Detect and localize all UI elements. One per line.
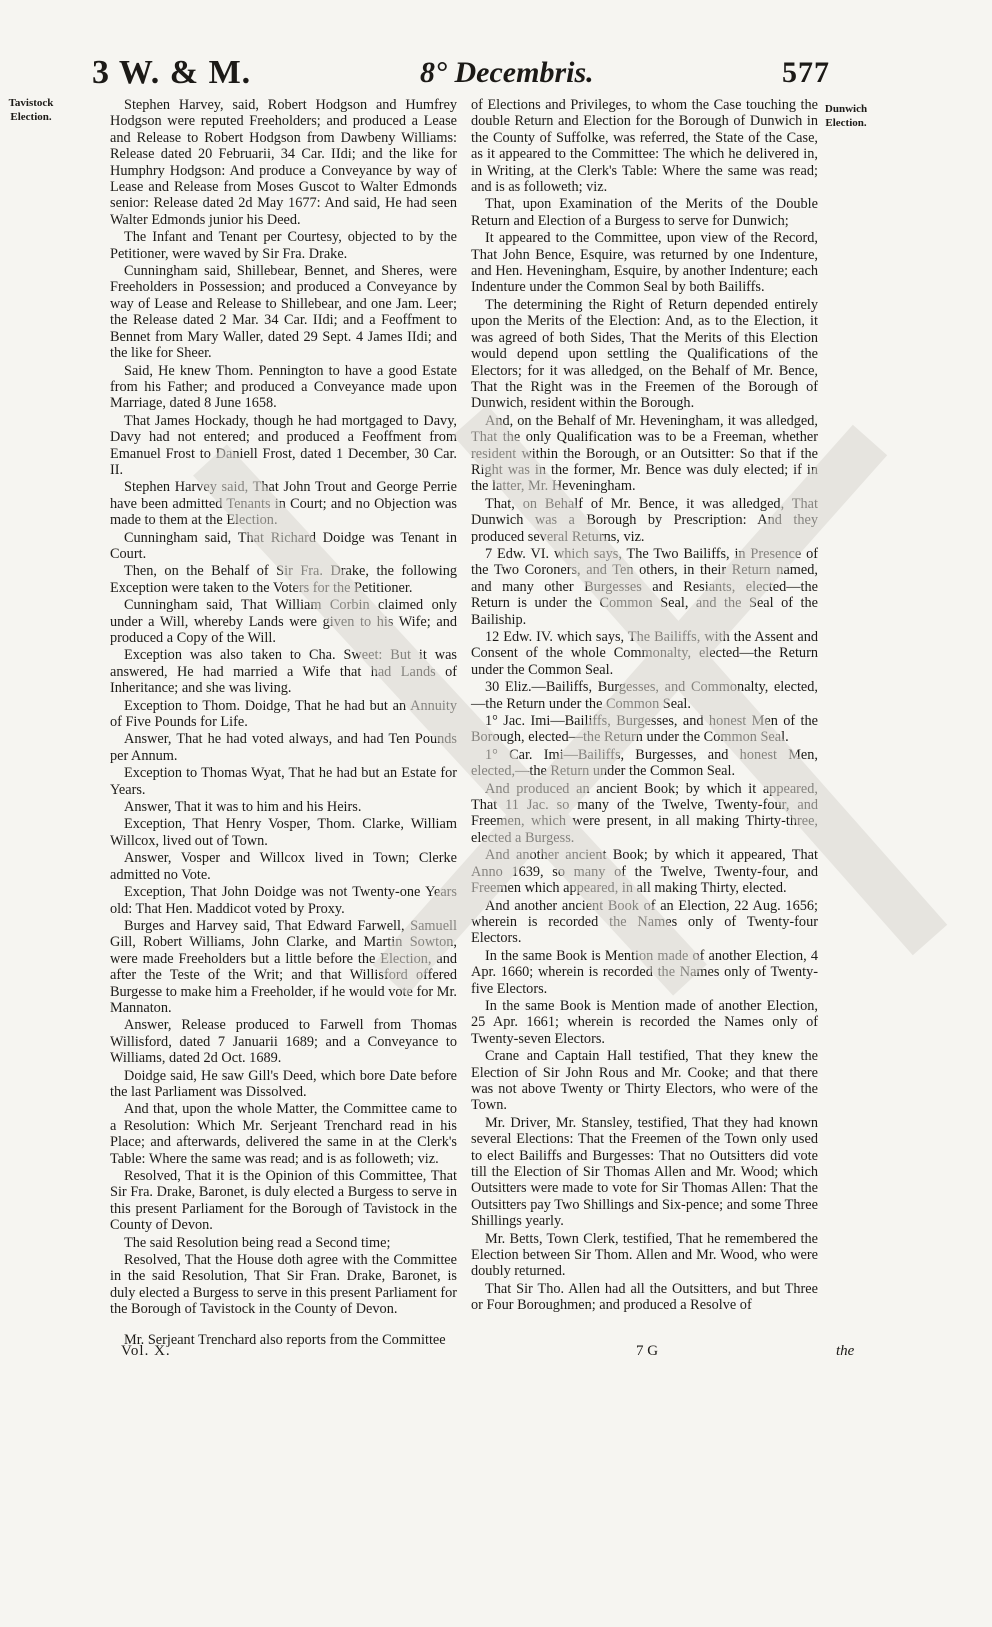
paragraph: Cunningham said, Shillebear, Bennet, and Sheres, were Freeholders in Possession; and produced a Conveyance by way of Lease and Release to Shillebear, and one Jam. Leer; the Release dated 2 Mar. 34 Car. IIdi; and a Feoffment to Bennet from Mary Waller, dated 29 Sept. 4 James IIdi; and the like for Sheer.: [110, 263, 457, 362]
paragraph: Answer, That he had voted always, and had Ten Pounds per Annum.: [110, 731, 457, 764]
paragraph: And that, upon the whole Matter, the Committee came to a Resolution: Which Mr. Serjeant Trenchard read in his Place; and afterwards, delivered the same in at the Clerk's Table: Where the same was read; and is as followeth; viz.: [110, 1101, 457, 1167]
paragraph: Exception to Thom. Doidge, That he had but an Annuity of Five Pounds for Life.: [110, 697, 457, 731]
paragraph: 30 Eliz.—Bailiffs, Burgesses, and Commonalty, elected, —the Return under the Common Seal.: [471, 679, 818, 712]
paragraph: And produced an ancient Book; by which it appeared, That 11 Jac. so many of the Twelve, Twenty-four, and Freemen, which were present, in all making Thirty-three, elected a Burgess.: [471, 780, 818, 846]
paragraph: of Elections and Privileges, to whom the Case touching the double Return and Election for the Borough of Dunwich in the County of Suffolke, was referred, the State of the Case, as it appeared to the Committee: The which he delivered in, in Writing, at the Clerk's Table: Where the same was read; and is as followeth; viz.: [471, 97, 818, 196]
paragraph: Exception to Thomas Wyat, That he had but an Estate for Years.: [110, 765, 457, 798]
paragraph: Then, on the Behalf of Sir Fra. Drake, the following Exception were taken to the Voters for the Petitioner.: [110, 563, 457, 596]
margin-note-dunwich: Dunwich Election.: [824, 103, 868, 129]
paragraph: Stephen Harvey said, That John Trout and George Perrie have been admitted Tenants in Court; and no Objection was made to them at the Election.: [110, 479, 457, 529]
paragraph: Doidge said, He saw Gill's Deed, which bore Date before the last Parliament was Dissolved.: [110, 1067, 457, 1100]
paragraph: And, on the Behalf of Mr. Heveningham, it was alledged, That the only Qualification was to be a Freeman, whether resident within the Borough, or an Outsitter: So that if the Right was in the former, Mr. Bence was duly elected; if in the latter, Mr. Heveningham.: [471, 412, 818, 495]
paragraph: In the same Book is Mention made of another Election, 4 Apr. 1660; wherein is recorded the Names only of Twenty-five Electors.: [471, 947, 818, 997]
paragraph: Resolved, That it is the Opinion of this Committee, That Sir Fra. Drake, Baronet, is duly elected a Burgess to serve in this present Parliament for the Borough of Tavistock in the County of Devon.: [110, 1168, 457, 1234]
paragraph: And another ancient Book; by which it appeared, That Anno 1639, so many of the Twelve, Twenty-four, and Freemen which appeared, in all making Thirty, elected.: [471, 847, 818, 897]
paragraph: Stephen Harvey, said, Robert Hodgson and Humfrey Hodgson were reputed Freeholders; and produced a Lease and Release to Robert Hodgson from Dawbeny Williams: Release dated 20 Februarii, 34 Car. IIdi; and the like for Humphry Hodgson: And produce a Conveyance by way of Lease and Release from Moses Guscot to Walter Edmonds senior: Release dated 2d May 1677: And said, He had seen Walter Edmonds junior his Deed.: [110, 97, 457, 228]
paragraph: That, upon Examination of the Merits of the Double Return and Election of a Burgess to serve for Dunwich;: [471, 196, 818, 229]
paragraph: Crane and Captain Hall testified, That they knew the Election of Sir John Rous and Mr. Cooke; and that there was not above Twenty or Thirty Electors, who were of the Town.: [471, 1048, 818, 1114]
signature-mark: 7 G: [636, 1343, 659, 1359]
paragraph: Exception, That John Doidge was not Twenty-one Years old: That Hen. Maddicot voted by Proxy.: [110, 884, 457, 917]
volume-label: Vol. X.: [121, 1343, 171, 1359]
paragraph: Answer, That it was to him and his Heirs.: [124, 799, 362, 816]
paragraph: Said, He knew Thom. Pennington to have a good Estate from his Father; and produced a Conveyance made upon Marriage, dated 8 June 1658.: [110, 362, 457, 412]
paragraph: And another ancient Book of an Election, 22 Aug. 1656; wherein is recorded the Names only of Twenty-four Electors.: [471, 897, 818, 947]
paragraph: Burges and Harvey said, That Edward Farwell, Samuell Gill, Robert Williams, John Clarke, and Martin Sowton, were made Freeholders but a little before the Election, and after the Teste of the Writ; and that Willisford offered Burgesse to make him a Freeholder, if he would vote for Mr. Mannaton.: [110, 917, 457, 1016]
paragraph: 12 Edw. IV. which says, The Bailiffs, with the Assent and Consent of the whole Commonalty, elected—the Return under the Common Seal.: [471, 629, 818, 678]
paragraph: Answer, Vosper and Willcox lived in Town; Clerke admitted no Vote.: [110, 850, 457, 883]
paragraph: The determining the Right of Return depended entirely upon the Merits of the Election: And, as to the Election, it was agreed of both Sides, That the Merits of this Election would depend upon settling the Qualifications of the Electors; for it was alledged, on the Behalf of Mr. Bence, That the Right was in the Freemen of the Borough of Dunwich, resident within the Borough.: [471, 296, 818, 412]
regnal-year: 3 W. & M.: [92, 54, 252, 91]
paragraph: Mr. Serjeant Trenchard also reports from the Committee: [124, 1331, 446, 1348]
paragraph: Mr. Betts, Town Clerk, testified, That he remembered the Election between Sir Thom. Allen and Mr. Wood, who were doubly returned.: [471, 1230, 818, 1280]
page-footer: [0, 1343, 992, 1373]
paragraph: The said Resolution being read a Second time;: [124, 1234, 391, 1251]
paragraph: 7 Edw. VI. which says, The Two Bailiffs, in Presence of the Two Coroners, and Ten others, in their Return named, and many other Burgesses and Resiants, elected—the Return is under the Common Seal, and the Seal of the Bailiship.: [471, 545, 818, 628]
paragraph: Answer, Release produced to Farwell from Thomas Willisford, dated 7 Januarii 1689; and a Conveyance to Williams, dated 2d Oct. 1689.: [110, 1017, 457, 1067]
right-column: [471, 97, 818, 1315]
paragraph: That, on Behalf of Mr. Bence, it was alledged, That Dunwich was a Borough by Prescription: And they produced several Returns, viz.: [471, 495, 818, 545]
paragraph: That James Hockady, though he had mortgaged to Davy, Davy had not entered; and produced a Feoffment from Emanuel Frost to Daniell Frost, dated 1 December, 30 Car. II.: [110, 412, 457, 478]
paragraph: Resolved, That the House doth agree with the Committee in the said Resolution, That Sir Fran. Drake, Baronet, is duly elected a Burgess to serve in this present Parliament for the Borough of Tavistock in the County of Devon.: [110, 1252, 457, 1318]
paragraph: Exception was also taken to Cha. Sweet: But it was answered, He had married a Wife that had Lands of Inheritance; and she was living.: [110, 647, 457, 697]
margin-note-tavistock: Tavistock Election.: [8, 97, 54, 123]
page-number: 577: [782, 56, 830, 89]
paragraph: In the same Book is Mention made of another Election, 25 Apr. 1661; wherein is recorded the Names only of Twenty-seven Electors.: [471, 997, 818, 1047]
paragraph: 1° Car. Imi—Bailiffs, Burgesses, and honest Men, elected,—the Return under the Common Seal.: [471, 746, 818, 780]
paragraph: Cunningham said, That William Corbin claimed only under a Will, whereby Lands were given to his Wife; and produced a Copy of the Will.: [110, 597, 457, 646]
left-column: [110, 97, 457, 1349]
paragraph: Cunningham said, That Richard Doidge was Tenant in Court.: [110, 529, 457, 562]
paragraph: The Infant and Tenant per Courtesy, objected to by the Petitioner, were waved by Sir Fra. Drake.: [110, 229, 457, 262]
paragraph: That Sir Tho. Allen had all the Outsitters, and but Three or Four Boroughmen; and produced a Resolve of: [471, 1280, 818, 1314]
paragraph: It appeared to the Committee, upon view of the Record, That John Bence, Esquire, was returned by one Indenture, and Hen. Heveningham, Esquire, by another Indenture; each Indenture under the Common Seal by both Bailiffs.: [471, 230, 818, 296]
date-heading: 8° Decembris.: [420, 56, 594, 89]
catchword: the: [836, 1343, 855, 1359]
paragraph: 1° Jac. Imi—Bailiffs, Burgesses, and honest Men of the Borough, elected—the Return under the Common Seal.: [471, 713, 818, 746]
paragraph: Mr. Driver, Mr. Stansley, testified, That they had known several Elections: That the Freemen of the Town only used to elect Bailiffs and Burgesses: That no Outsitters did vote till the Election of Sir Thomas Allen and Mr. Wood; which Outsitters were made to vote for Sir Thomas Allen: That the Outsitters pay Two Shillings and Six-pence; and some Three Shillings yearly.: [471, 1114, 818, 1230]
paragraph: Exception, That Henry Vosper, Thom. Clarke, William Willcox, lived out of Town.: [110, 816, 457, 849]
